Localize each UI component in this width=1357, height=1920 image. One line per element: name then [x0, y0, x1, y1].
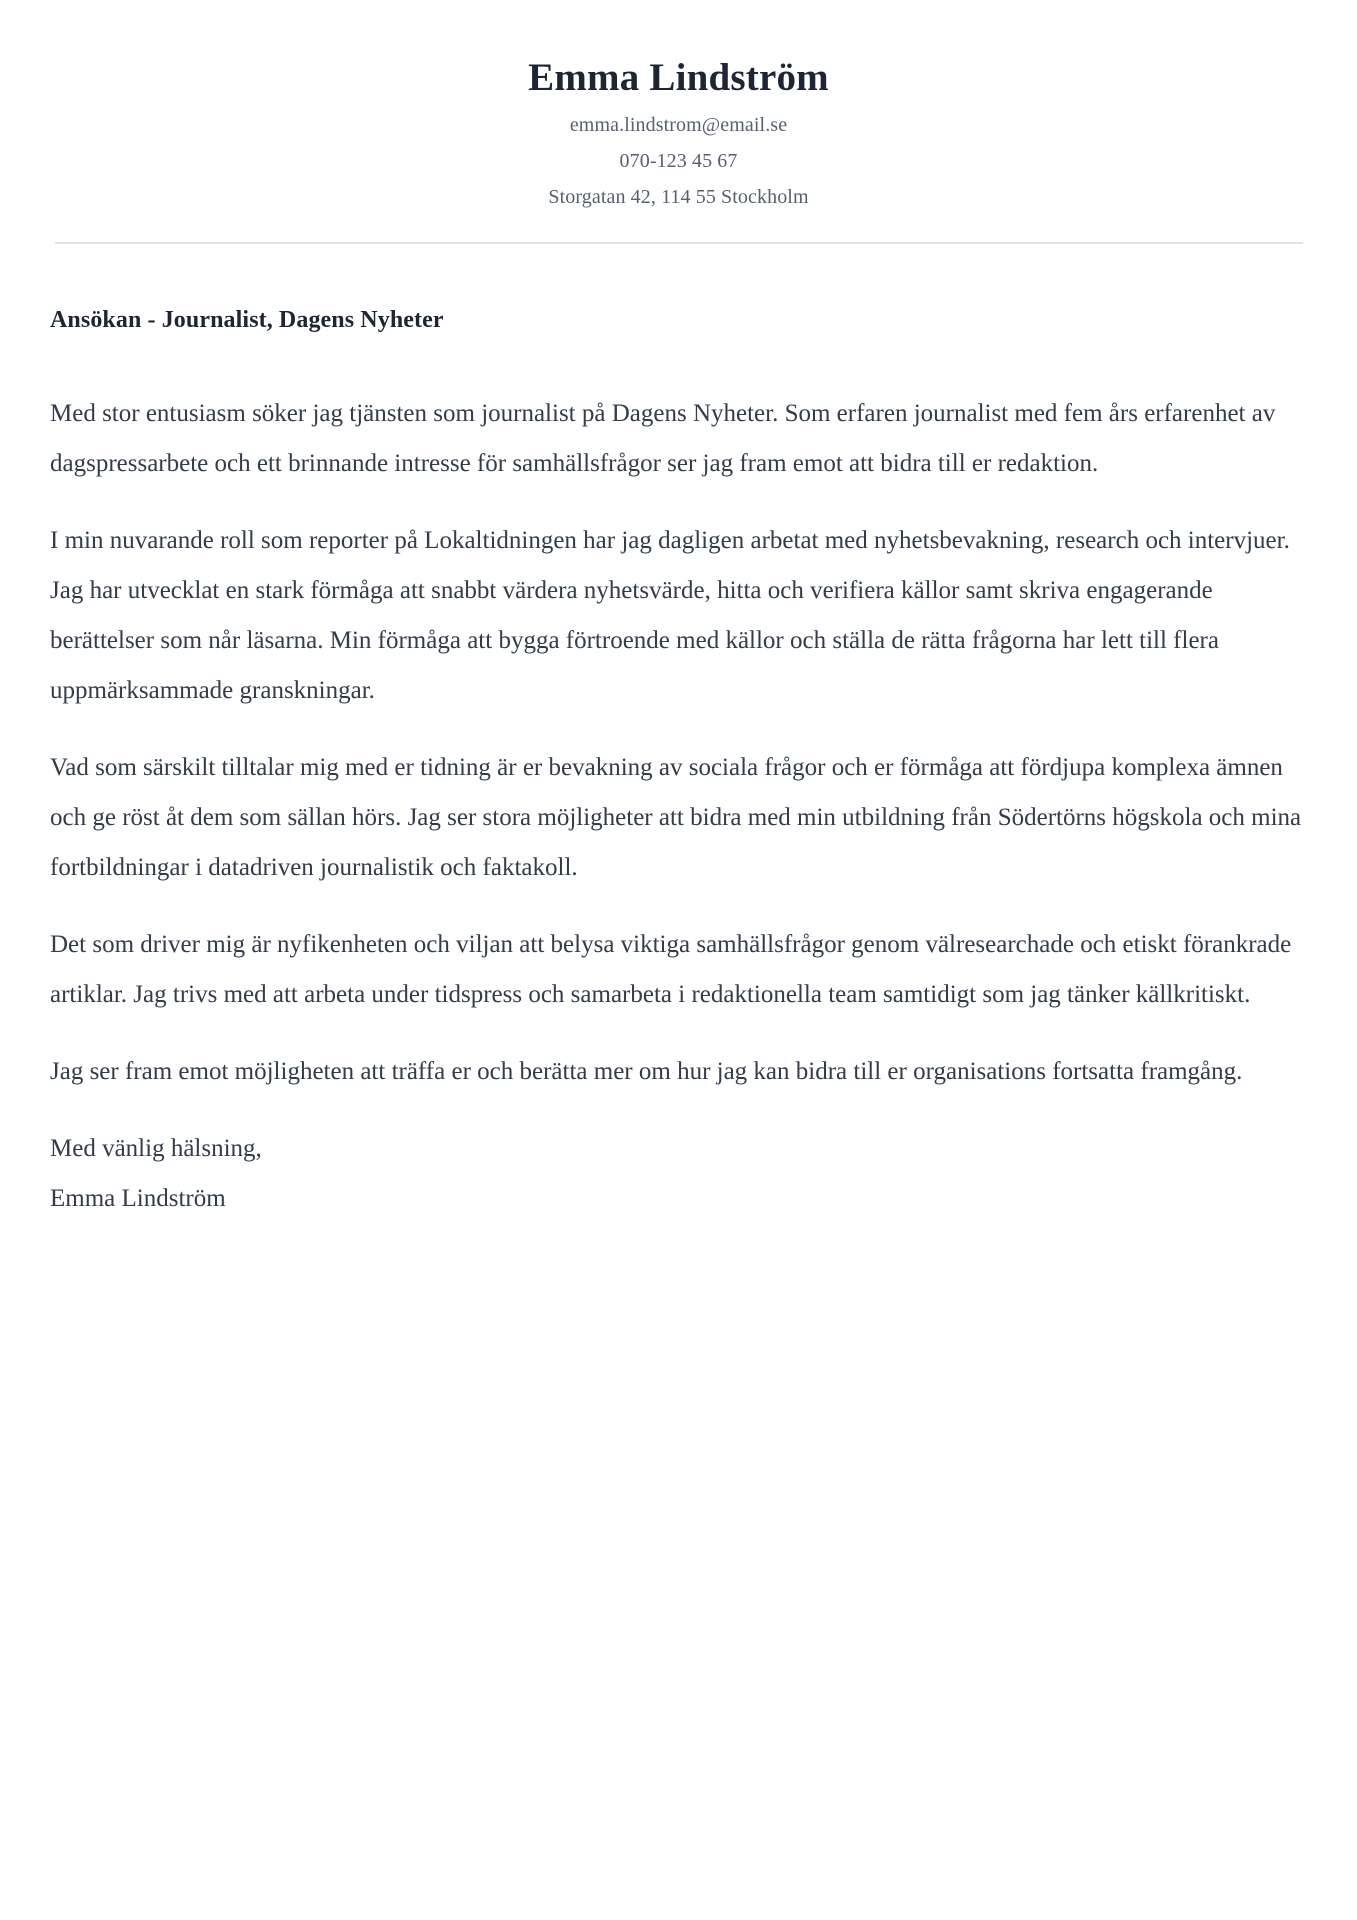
- letter-paragraph: Det som driver mig är nyfikenheten och viljan att belysa viktiga samhällsfrågor genom välresearchade och etiskt förankrade artiklar. Jag trivs med att arbeta under tidspress och samarbeta i redaktionella team samtidigt som jag tänker källkritiskt.: [50, 931, 1292, 1009]
- signature-block: [50, 1124, 1307, 1224]
- letter-paragraph: Jag ser fram emot möjligheten att träffa er och berätta mer om hur jag kan bidra till er organisations fortsatta framgång.: [50, 1058, 1243, 1086]
- header-divider: [55, 242, 1303, 244]
- signature-name: Emma Lindström: [50, 1185, 226, 1213]
- letter-paragraph: I min nuvarande roll som reporter på Lokaltidningen har jag dagligen arbetat med nyhetsbevakning, research och intervjuer. Jag har utvecklat en stark förmåga att snabbt värdera nyhetsvärde, hitta och verifiera källor samt skriva engagerande berättelser som når läsarna. Min förmåga att bygga förtroende med källor och ställa de rätta frågorna har lett till flera uppmärksammade granskningar.: [50, 527, 1290, 705]
- letter-header: [0, 0, 1357, 207]
- letter-paragraph: Vad som särskilt tilltalar mig med er tidning är er bevakning av sociala frågor och er förmåga att fördjupa komplexa ämnen och ge röst åt dem som sällan hörs. Jag ser stora möjligheter att bidra med min utbildning från Södertörns högskola och mina fortbildningar i datadriven journalistik och faktakoll.: [50, 754, 1302, 882]
- letter-paragraph: Med stor entusiasm söker jag tjänsten som journalist på Dagens Nyheter. Som erfaren journalist med fem års erfarenhet av dagspressarbete och ett brinnande intresse för samhällsfrågor ser jag fram emot att bidra till er redaktion.: [50, 400, 1276, 478]
- subject-line: Ansökan - Journalist, Dagens Nyheter: [50, 307, 444, 334]
- contact-address: Storgatan 42, 114 55 Stockholm: [548, 186, 809, 209]
- contact-email: emma.lindstrom@email.se: [569, 114, 788, 137]
- closing-greeting: Med vänlig hälsning,: [50, 1135, 262, 1163]
- letter-body: [0, 305, 1357, 1224]
- page-title: Emma Lindström: [528, 56, 829, 99]
- contact-phone: 070-123 45 67: [619, 150, 738, 173]
